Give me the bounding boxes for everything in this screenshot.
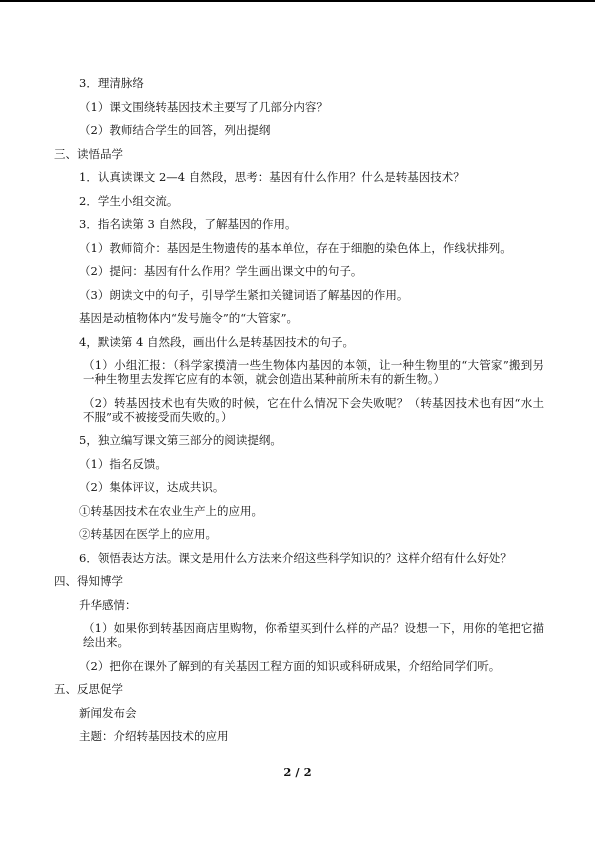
paragraph-line: （1）如果你到转基因商店里购物，你希望买到什么样的产品？设想一下，用你的笔把它描绘出来。	[83, 621, 544, 649]
paragraph-line: （3）朗读文中的句子，引导学生紧扣关键词语了解基因的作用。	[79, 287, 409, 302]
page-number: 2 / 2	[283, 765, 312, 779]
section-heading: 三、读悟品学	[54, 146, 123, 161]
section-heading: 五、反思促学	[54, 682, 123, 696]
paragraph-line: 6．领悟表达方法。课文是用什么方法来介绍这些科学知识的？这样介绍有什么好处？	[79, 550, 512, 565]
paragraph-line: 主题：介绍转基因技术的应用	[79, 729, 229, 743]
paragraph-line: 5，独立编写课文第三部分的阅读提纲。	[79, 433, 282, 447]
paragraph-line: （1）教师简介：基因是生物遗传的基本单位，存在于细胞的染色体上，作线状排列。	[79, 240, 512, 255]
paragraph-line: （2）集体评议，达成共识。	[79, 480, 225, 494]
paragraph-line: 新闻发布会	[79, 705, 137, 720]
paragraph-line: （2）教师结合学生的回答，列出提纲	[79, 123, 271, 137]
paragraph-line: 基因是动植物体内“发号施令”的“大管家”。	[79, 311, 299, 325]
paragraph-line: （1）指名反馈。	[79, 456, 167, 471]
paragraph-line: （2）提问：基因有什么作用？学生画出课文中的句子。	[79, 264, 363, 278]
paragraph-line: ②转基因在医学上的应用。	[79, 527, 217, 541]
paragraph-line: （1）小组汇报：（科学家摸清一些生物体内基因的本领，让一种生物里的“大管家”搬到另一种生物里去发挥它应有的本领，就会创造出某种前所未有的新生物。）	[83, 358, 544, 386]
paragraph-line: （1）课文围绕转基因技术主要写了几部分内容？	[79, 99, 328, 114]
paragraph-line: 2．学生小组交流。	[79, 193, 179, 208]
paragraph-line: （2）转基因技术也有失败的时候，它在什么情况下会失败呢？（转基因技术也有因“水土不服”或不被接受而失败的。）	[83, 395, 544, 424]
paragraph-line: 3．理清脉络	[79, 76, 144, 90]
paragraph-line: ①转基因技术在农业生产上的应用。	[79, 503, 263, 518]
paragraph-line: 1．认真读课文 2—4 自然段，思考：基因有什么作用？什么是转基因技术？	[79, 170, 465, 184]
paragraph-line: 4，默读第 4 自然段，画出什么是转基因技术的句子。	[79, 334, 354, 349]
document-body	[54, 76, 544, 753]
paragraph-line: 3．指名读第 3 自然段，了解基因的作用。	[79, 217, 297, 231]
section-heading: 四、得知博学	[54, 574, 123, 588]
paragraph-line: （2）把你在课外了解到的有关基因工程方面的知识或科研成果，介绍给同学们听。	[79, 658, 501, 673]
paragraph-line: 升华感情：	[79, 597, 137, 612]
top-rule	[0, 0, 595, 2]
